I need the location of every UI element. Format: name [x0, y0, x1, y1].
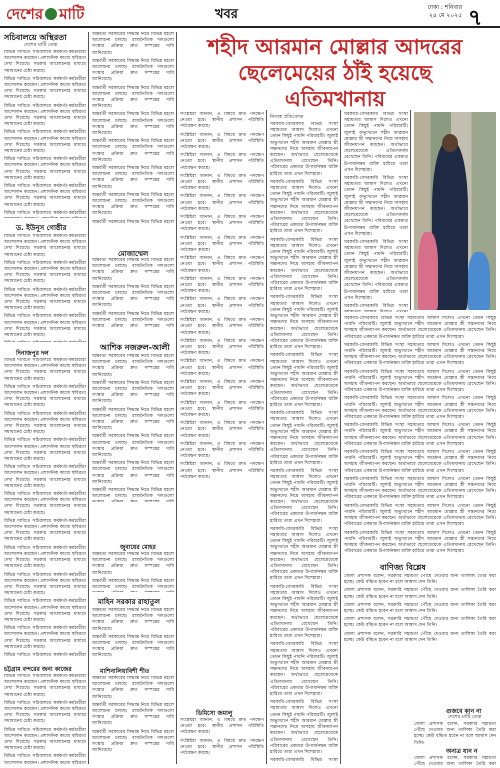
article-text [4, 341, 86, 342]
col2-author-2: আশিক নজরুল-আলী [100, 343, 170, 352]
section-title: খবর [215, 7, 238, 22]
newspaper-logo [6, 3, 84, 28]
right-headline-3: অন্যত্র যান ন [446, 748, 478, 755]
lead-headline [178, 34, 492, 112]
article-text: বিভিন্ন দাবিতে সচিবালয়ে কর্মকর্তা-কর্মচারীরা আন্দোলন করছেন। প্রশাসনিক কাজে স্থবিরতা দেখা দিয়েছে। সরকার আলোচনার মাধ্যমে সমাধানের চেষ্টা করছে। [4, 438, 86, 463]
lead-body-col-3 [344, 316, 496, 556]
photo-man-head [442, 134, 458, 152]
col2-headline-bottom: মাশিনালিয়াবিশী শীত [100, 668, 150, 675]
date-line-2: ২৪ মে ২০২৫ [429, 12, 462, 19]
column-divider [266, 110, 267, 764]
lead-body-text: সরকারি-বেসরকারি বিভিন্ন সংস্থা সহায়তার আশ্বাস দিলেও এখনো তেমন কিছুই পায়নি পরিবারটি। জুলাই অভ্যুত্থানে শহীদ আরমান মোল্লার স্ত্রী সন্তানদের নিয়ে অসহায় জীবনযাপন করছেন। অর্থাভাবে ছেলেমেয়েকে এতিমখানায় রেখেছেন তিনি। পরিবারের একমাত্র উপার্জনক্ষম ব্যক্তি হারিয়ে তারা এখন দিশেহারা। [344, 503, 496, 528]
lead-headline-line-3: এতিমখানায় [284, 87, 386, 111]
article-text: সংশ্লিষ্টরা জানান, এ বিষয়ে দ্রুত পদক্ষেপ নেওয়া হবে। স্থানীয় প্রশাসন পরিস্থিতি পর্যবেক্ষণ করছে। [180, 153, 264, 171]
article-text: অন্তর্বর্তী সরকারের সিদ্ধান্ত নিয়ে বিভিন্ন মহলে আলোচনা চলছে। রাজনৈতিক দলগুলো সংস্কার প্রক্রিয়া দ্রুত সম্পন্নের দাবি জানিয়েছে। [92, 676, 174, 700]
lead-body-text: সরকারি-বেসরকারি বিভিন্ন সংস্থা সহায়তার আশ্বাস দিলেও এখনো তেমন কিছুই পায়নি পরিবারটি। জুলাই অভ্যুত্থানে শহীদ আরমান মোল্লার স্ত্রী সন্তানদের নিয়ে অসহায় জীবনযাপন করছেন। অর্থাভাবে ছেলেমেয়েকে এতিমখানায় রেখেছেন তিনি। পরিবারের একমাত্র উপার্জনক্ষম ব্যক্তি হারিয়ে তারা এখন দিশেহারা। [270, 642, 338, 698]
lead-body-col-2 [344, 112, 408, 312]
article-text: অন্তর্বর্তী সরকারের সিদ্ধান্ত নিয়ে বিভিন্ন মহলে আলোচনা চলছে। রাজনৈতিক দলগুলো সংস্কার প্রক্রিয়া দ্রুত সম্পন্নের দাবি জানিয়েছে। [92, 192, 174, 217]
article-text: সংশ্লিষ্টরা জানান, এ বিষয়ে দ্রুত পদক্ষেপ নেওয়া হবে। স্থানীয় প্রশাসন পরিস্থিতি পর্যবেক্ষণ করছে। [180, 379, 264, 398]
article-text: জেলা প্রশাসক বলেন, সরকারি সহায়তা পৌঁছে দেওয়ার জন্য তালিকা তৈরি করা [414, 756, 496, 766]
article-text: সংশ্লিষ্টরা জানান, এ বিষয়ে দ্রুত পদক্ষেপ নেওয়া হবে। স্থানীয় প্রশাসন পরিস্থিতি পর্যবেক্ষণ করছে। [180, 462, 264, 480]
article-text: অন্তর্বর্তী সরকারের সিদ্ধান্ত নিয়ে বিভিন্ন মহলে আলোচনা চলছে। রাজনৈতিক দলগুলো সংস্কার প্রক্রিয়া দ্রুত সম্পন্নের দাবি জানিয়েছে। [92, 354, 174, 378]
article-text: বিভিন্ন দাবিতে সচিবালয়ে কর্মকর্তা-কর্মচারীরা আন্দোলন করছেন। প্রশাসনিক কাজে স্থবিরতা দেখা দিয়েছে। সরকার আলোচনার মাধ্যমে সমাধানের চেষ্টা করছে। [4, 572, 86, 597]
article-text: সংশ্লিষ্টরা জানান, এ বিষয়ে দ্রুত পদক্ষেপ নেওয়া হবে। স্থানীয় প্রশাসন পরিস্থিতি পর্যবেক্ষণ করছে। [180, 359, 264, 377]
lead-body-text: সরকারি-বেসরকারি বিভিন্ন সংস্থা সহায়তার আশ্বাস দিলেও এখনো তেমন কিছুই পায়নি পরিবারটি। জুলাই অভ্যুত্থানে শহীদ আরমান মোল্লার স্ত্রী সন্তানদের নিয়ে অসহায় জীবনযাপন করছেন। অর্থাভাবে ছেলেমেয়েকে এতিমখানায় রেখেছেন তিনি। পরিবারের একমাত্র উপার্জনক্ষম ব্যক্তি হারিয়ে তারা এখন দিশেহারা। [344, 342, 496, 367]
lead-body-text: সরকারি-বেসরকারি বিভিন্ন সংস্থা সহায়তার আশ্বাস দিলেও এখনো তেমন কিছুই পায়নি পরিবারটি। জুলাই অভ্যুত্থানে শহীদ আরমান মোল্লার স্ত্রী সন্তানদের নিয়ে অসহায় জীবনযাপন করছেন। অর্থাভাবে ছেলেমেয়েকে এতিমখানায় রেখেছেন তিনি। পরিবারের একমাত্র উপার্জনক্ষম ব্যক্তি হারিয়ে তারা এখন দিশেহারা। [344, 112, 408, 173]
article-text: বিভিন্ন দাবিতে সচিবালয়ে কর্মকর্তা-কর্মচারীরা আন্দোলন করছেন। প্রশাসনিক কাজে স্থবিরতা দেখা দিয়েছে। সরকার আলোচনার মাধ্যমে সমাধানের চেষ্টা করছে। [4, 545, 86, 570]
col3-story-body [180, 112, 264, 632]
article-text: অন্তর্বর্তী সরকারের সিদ্ধান্ত নিয়ে বিভিন্ন মহলে আলোচনা চলছে। রাজনৈতিক দলগুলো সংস্কার প্রক্রিয়া দ্রুত সম্পন্নের দাবি জানিয়েছে। [92, 407, 174, 432]
article-text: অন্তর্বর্তী সরকারের সিদ্ধান্ত নিয়ে বিভিন্ন মহলে আলোচনা চলছে। রাজনৈতিক দলগুলো সংস্কার প্রক্রিয়া দ্রুত সম্পন্নের দাবি জানিয়েছে। [92, 284, 174, 309]
lead-body-text: সরকারি-বেসরকারি বিভিন্ন সংস্থা সহায়তার আশ্বাস দিলেও এখনো তেমন কিছুই পায়নি পরিবারটি। জুলাই অভ্যুত্থানে শহীদ আরমান মোল্লার স্ত্রী সন্তানদের নিয়ে অসহায় জীবনযাপন করছেন। অর্থাভাবে ছেলেমেয়েকে এতিমখানায় রেখেছেন তিনি। পরিবারের একমাত্র উপার্জনক্ষম ব্যক্তি হারিয়ে তারা এখন দিশেহারা। [344, 369, 496, 394]
right-story-2-body [414, 722, 496, 744]
article-text: বিভিন্ন দাবিতে সচিবালয়ে কর্মকর্তা-কর্মচারীরা আন্দোলন করছেন। প্রশাসনিক কাজে স্থবিরতা দেখা দিয়েছে। সরকার আলোচনার মাধ্যমে সমাধানের চেষ্টা করছে। [4, 674, 86, 698]
lead-body-col-1 [270, 122, 338, 762]
article-text: অন্তর্বর্তী সরকারের সিদ্ধান্ত নিয়ে বিভিন্ন মহলে আলোচনা চলছে। রাজনৈতিক দলগুলো সংস্কার প্রক্রিয়া দ্রুত সম্পন্নের দাবি জানিয়েছে। [92, 32, 174, 56]
article-text: অন্তর্বর্তী সরকারের সিদ্ধান্ত নিয়ে বিভিন্ন মহলে আলোচনা চলছে। রাজনৈতিক দলগুলো সংস্কার প্রক্রিয়া দ্রুত সম্পন্নের দাবি জানিয়েছে। [92, 608, 174, 632]
article-text: সংশ্লিষ্টরা জানান, এ বিষয়ে দ্রুত পদক্ষেপ নেওয়া হবে। স্থানীয় প্রশাসন পরিস্থিতি পর্যবেক্ষণ করছে। [180, 318, 264, 336]
article-text: অন্তর্বর্তী সরকারের সিদ্ধান্ত নিয়ে বিভিন্ন মহলে আলোচনা চলছে। রাজনৈতিক দলগুলো [92, 488, 174, 500]
lead-headline-line-1: শহীদ আরমান মোল্লার আদরের [207, 35, 463, 59]
article-text: অন্তর্বর্তী সরকারের সিদ্ধান্ত নিয়ে বিভিন্ন মহলে আলোচনা চলছে। রাজনৈতিক দলগুলো সংস্কার প্রক্রিয়া দ্রুত সম্পন্নের দাবি জানিয়েছে। [92, 702, 174, 727]
article-text: সংশ্লিষ্টরা জানান, এ বিষয়ে দ্রুত পদক্ষেপ নেওয়া হবে। স্থানীয় প্রশাসন পরিস্থিতি পর্যবেক্ষণ করছে। [180, 297, 264, 315]
article-text: বিভিন্ন দাবিতে সচিবালয়ে কর্মকর্তা-কর্মচারীরা আন্দোলন করছেন। প্রশাসনিক কাজে স্থবিরতা দেখা দিয়েছে। সরকার আলোচনার মাধ্যমে সমাধানের চেষ্টা করছে। [4, 287, 86, 312]
article-text: বিভিন্ন দাবিতে সচিবালয়ে কর্মকর্তা-কর্মচারীরা আন্দোলন করছেন। প্রশাসনিক কাজে স্থবিরতা দেখা দিয়েছে। সরকার আলোচনার মাধ্যমে সমাধানের চেষ্টা করছে। [4, 465, 86, 489]
article-text: বিভিন্ন দাবিতে সচিবালয়ে কর্মকর্তা-কর্মচারীরা আন্দোলন করছেন। প্রশাসনিক কাজে স্থবিরতা দেখা দিয়েছে। সরকার আলোচনার মাধ্যমে সমাধানের চেষ্টা করছে। [4, 234, 86, 258]
lead-body-text: সরকারি-বেসরকারি বিভিন্ন সংস্থা সহায়তার আশ্বাস দিলেও এখনো তেমন কিছুই পায়নি পরিবারটি। জুলাই অভ্যুত্থানে শহীদ আরমান মোল্লার স্ত্রী সন্তানদের নিয়ে অসহায় জীবনযাপন করছেন। অর্থাভাবে ছেলেমেয়েকে এতিমখানায় রেখেছেন তিনি। পরিবারের একমাত্র উপার্জনক্ষম ব্যক্তি হারিয়ে তারা এখন দিশেহারা। [270, 237, 338, 293]
col2-story-3-body [92, 354, 174, 502]
article-text: অন্তর্বর্তী সরকারের সিদ্ধান্ত নিয়ে বিভিন্ন মহলে আলোচনা চলছে। রাজনৈতিক দলগুলো সংস্কার প্রক্রিয়া দ্রুত সম্পন্নের দাবি জানিয়েছে। [92, 112, 174, 137]
lead-body-text: সরকারি-বেসরকারি বিভিন্ন সংস্থা সহায়তার আশ্বাস দিলেও এখনো তেমন কিছুই পায়নি পরিবারটি। জুলাই অভ্যুত্থানে শহীদ আরমান মোল্লার স্ত্রী সন্তানদের নিয়ে অসহায় জীবনযাপন করছেন। অর্থাভাবে ছেলেমেয়েকে এতিমখানায় রেখেছেন তিনি। পরিবারের একমাত্র উপার্জনক্ষম ব্যক্তি হারিয়ে তারা এখন দিশেহারা। [344, 316, 496, 340]
article-text: বিভিন্ন দাবিতে সচিবালয়ে কর্মকর্তা-কর্মচারীরা আন্দোলন করছেন। প্রশাসনিক কাজে স্থবিরতা দেখা দিয়েছে। সরকার আলোচনার মাধ্যমে সমাধানের চেষ্টা করছে। [4, 492, 86, 516]
col2-story-2-body [92, 258, 174, 328]
left-story-1-body [4, 50, 86, 218]
article-text: অন্তর্বর্তী সরকারের সিদ্ধান্ত নিয়ে বিভিন্ন মহলে আলোচনা চলছে। রাজনৈতিক দলগুলো [92, 578, 174, 591]
article-text: বিভিন্ন দাবিতে সচিবালয়ে কর্মকর্তা-কর্মচারীরা আন্দোলন করছেন। প্রশাসনিক কাজে স্থবিরতা দেখা দিয়েছে। সরকার আলোচনার মাধ্যমে সমাধানের চেষ্টা করছে। [4, 727, 86, 752]
article-text: জেলা প্রশাসক বলেন, সরকারি সহায়তা পৌঁছে দেওয়ার জন্য তালিকা তৈরি করা হচ্ছে। কেউ বঞ্চিত হবেন না বলে আশ্বাস দেন তিনি। [344, 631, 496, 643]
col2-story-5-body [92, 608, 174, 660]
article-text: সংশ্লিষ্টরা জানান, এ বিষয়ে দ্রুত পদক্ষেপ নেওয়া হবে। স্থানীয় প্রশাসন পরিস্থিতি পর্যবেক্ষণ করছে। [180, 256, 264, 274]
right-byline-2: দেশের মাটি ডেস্ক [448, 714, 482, 720]
lead-body-text: সরকারি-বেসরকারি বিভিন্ন সংস্থা সহায়তার আশ্বাস দিলেও এখনো তেমন কিছুই পায়নি পরিবারটি। জুলাই অভ্যুত্থানে শহীদ আরমান মোল্লার স্ত্রী সন্তানদের নিয়ে অসহায় জীবনযাপন করছেন। অর্থাভাবে ছেলেমেয়েকে এতিমখানায় রেখেছেন তিনি। পরিবারের একমাত্র উপার্জনক্ষম ব্যক্তি হারিয়ে তারা এখন দিশেহারা। [270, 122, 338, 177]
lead-body-text: সরকারি-বেসরকারি বিভিন্ন সংস্থা সহায়তার আশ্বাস দিলেও এখনো তেমন কিছুই পায়নি পরিবারটি। জুলাই অভ্যুত্থানে শহীদ আরমান মোল্লার স্ত্রী সন্তানদের নিয়ে অসহায় জীবনযাপন করছেন। অর্থাভাবে ছেলেমেয়েকে এতিমখানায় রেখেছেন তিনি। পরিবারের একমাত্র উপার্জনক্ষম ব্যক্তি হারিয়ে তারা এখন দিশেহারা। [270, 700, 338, 755]
photo-boy-figure [468, 252, 490, 310]
column-divider [88, 32, 89, 764]
lead-body-text: সরকারি-বেসরকারি বিভিন্ন সংস্থা সহায়তার আশ্বাস দিলেও এখনো তেমন কিছুই পায়নি পরিবারটি। জুলাই অভ্যুত্থানে শহীদ আরমান মোল্লার স্ত্রী সন্তানদের নিয়ে অসহায় জীবনযাপন করছেন। অর্থাভাবে ছেলেমেয়েকে এতিমখানায় রেখেছেন তিনি। পরিবারের একমাত্র উপার্জনক্ষম ব্যক্তি হারিয়ে তারা এখন দিশেহারা। [344, 450, 496, 474]
lead-body-text: সরকারি-বেসরকারি বিভিন্ন সংস্থা সহায়তার আশ্বাস দিলেও এখনো তেমন কিছুই পায়নি পরিবারটি। জুলাই অভ্যুত্থানে শহীদ আরমান মোল্লার স্ত্রী সন্তানদের নিয়ে অসহায় জীবনযাপন করছেন। অর্থাভাবে ছেলেমেয়েকে এতিমখানায় রেখেছেন তিনি। পরিবারের একমাত্র উপার্জনক্ষম ব্যক্তি হারিয়ে তারা এখন দিশেহারা। [344, 240, 408, 301]
lead-body-text: সরকারি-বেসরকারি বিভিন্ন সংস্থা সহায়তার আশ্বাস দিলেও এখনো তেমন কিছুই পায়নি পরিবারটি। জুলাই অভ্যুত্থানে শহীদ আরমান মোল্লার স্ত্রী সন্তানদের নিয়ে অসহায় জীবনযাপন করছেন। অর্থাভাবে ছেলেমেয়েকে এতিমখানায় রেখেছেন তিনি। পরিবারের একমাত্র উপার্জনক্ষম ব্যক্তি হারিয়ে তারা এখন দিশেহারা। [344, 530, 496, 555]
lead-body-text: সরকারি-বেসরকারি বিভিন্ন সংস্থা সহায়তার আশ্বাস দিলেও এখনো তেমন কিছুই পায়নি পরিবারটি। জুলাই অভ্যুত্থানে শহীদ আরমান মোল্লার স্ত্রী সন্তানদের নিয়ে অসহায় জীবনযাপন করছেন। অর্থাভাবে ছেলেমেয়েকে এতিমখানায় রেখেছেন তিনি। পরিবারের একমাত্র উপার্জনক্ষম ব্যক্তি হারিয়ে তারা এখন দিশেহারা। [270, 526, 338, 582]
article-text: বিভিন্ন দাবিতে সচিবালয়ে কর্মকর্তা-কর্মচারীরা আন্দোলন করছেন। প্রশাসনিক কাজে স্থবিরতা দেখা দিয়েছে। সরকার আলোচনার মাধ্যমে সমাধানের চেষ্টা করছে। [4, 50, 86, 74]
article-text: সংশ্লিষ্টরা জানান, এ বিষয়ে দ্রুত পদক্ষেপ নেওয়া হবে। স্থানীয় প্রশাসন পরিস্থিতি পর্যবেক্ষণ করছে। [180, 338, 264, 357]
column-divider [340, 110, 341, 764]
right-headline-2: গুজবে কান না [446, 708, 482, 715]
article-text: বিভিন্ন দাবিতে সচিবালয়ে কর্মকর্তা-কর্মচারীরা আন্দোলন করছেন। প্রশাসনিক কাজে স্থবিরতা দেখা দিয়েছে। সরকার আলোচনার মাধ্যমে সমাধানের চেষ্টা করছে। [4, 700, 86, 725]
article-text: অন্তর্বর্তী সরকারের সিদ্ধান্ত নিয়ে বিভিন্ন মহলে আলোচনা চলছে। রাজনৈতিক দলগুলো সংস্কার প্রক্রিয়া দ্রুত সম্পন্নের দাবি জানিয়েছে। [92, 166, 174, 190]
photo-girl-figure [418, 232, 438, 310]
article-text: অন্তর্বর্তী সরকারের সিদ্ধান্ত নিয়ে বিভিন্ন মহলে আলোচনা চলছে। রাজনৈতিক দলগুলো সংস্কার প্রক্রিয়া দ্রুত সম্পন্নের দাবি জানিয়েছে। [92, 258, 174, 282]
col2-author-3: জুবায়ের মোহর [120, 544, 156, 551]
article-text: সংশ্লিষ্টরা জানান, এ বিষয়ে দ্রুত পদক্ষেপ নেওয়া হবে। স্থানীয় প্রশাসন পরিস্থিতি পর্যবেক্ষণ করছে। [180, 276, 264, 295]
lead-headline-line-2: ছেলেমেয়ের ঠাঁই হয়েছে [238, 61, 432, 85]
right-story-1-body [344, 574, 496, 704]
lead-body-text: সরকারি-বেসরকারি বিভিন্ন সংস্থা সহায়তার আশ্বাস দিলেও এখনো তেমন কিছুই পায়নি পরিবারটি। জুলাই অভ্যুত্থানে শহীদ আরমান মোল্লার স্ত্রী সন্তানদের নিয়ে অসহায় জীবনযাপন করছেন। অর্থাভাবে ছেলেমেয়েকে এতিমখানায় রেখেছেন তিনি। পরিবারের একমাত্র উপার্জনক্ষম ব্যক্তি হারিয়ে তারা এখন দিশেহারা। [344, 396, 496, 421]
col2-story-4-body [92, 552, 174, 592]
logo-circle-icon [45, 8, 57, 20]
article-text: জেলা প্রশাসক বলেন, সরকারি সহায়তা পৌঁছে দেওয়ার জন্য তালিকা তৈরি করা হচ্ছে। কেউ বঞ্চিত হবেন না বলে আশ্বাস দেন তিনি। [344, 602, 496, 615]
right-headline-1: বাণিজ্য বিশ্লেষ [380, 563, 426, 572]
issue-date [382, 4, 462, 20]
article-text: জেলা প্রশাসক বলেন, সরকারি সহায়তা পৌঁছে দেওয়ার জন্য তালিকা তৈরি করা হচ্ছে। কেউ বঞ্চিত হবেন না বলে আশ্বাস দেন তিনি। [344, 617, 496, 629]
article-text: সংশ্লিষ্টরা জানান, এ বিষয়ে দ্রুত পদক্ষেপ নেওয়া হবে। স্থানীয় প্রশাসন পরিস্থিতি পর্যবেক্ষণ করছে। [180, 215, 264, 233]
article-text: বিভিন্ন দাবিতে সচিবালয়ে কর্মকর্তা-কর্মচারীরা আন্দোলন করছেন। প্রশাসনিক কাজে স্থবিরতা দেখা দিয়েছে। সরকার আলোচনার মাধ্যমে সমাধানের চেষ্টা করছে। [4, 358, 86, 382]
lead-body-text: সরকারি-বেসরকারি বিভিন্ন সংস্থা সহায়তার আশ্বাস দিলেও এখনো তেমন কিছুই পায়নি পরিবারটি। জুলাই অভ্যুত্থানে শহীদ আরমান মোল্লার স্ত্রী সন্তানদের নিয়ে অসহায় জীবনযাপন করছেন। অর্থাভাবে ছেলেমেয়েকে এতিমখানায় রেখেছেন তিনি। পরিবারের একমাত্র উপার্জনক্ষম ব্যক্তি হারিয়ে তারা এখন দিশেহারা। [270, 295, 338, 351]
article-text: অন্তর্বর্তী সরকারের সিদ্ধান্ত নিয়ে বিভিন্ন মহলে [92, 219, 174, 224]
article-text: অন্তর্বর্তী সরকারের সিদ্ধান্ত নিয়ে বিভিন্ন মহলে আলোচনা চলছে। রাজনৈতিক দলগুলো সংস্কার প্রক্রিয়া দ্রুত সম্পন্নের দাবি জানিয়েছে। [92, 58, 174, 83]
logo-right-text: মাটি [59, 5, 85, 23]
article-text: জেলা প্রশাসক বলেন, সরকারি সহায়তা পৌঁছে দেওয়ার জন্য তালিকা তৈরি করা হচ্ছে। কেউ বঞ্চিত হবেন না বলে আশ্বাস দেন তিনি। [344, 574, 496, 586]
col2-author-1: মোজাম্মেল [118, 250, 149, 258]
article-text: বিভিন্ন দাবিতে সচিবালয়ে কর্মকর্তা-কর্মচারীরা আন্দোলন করছেন। প্রশাসনিক কাজে স্থবিরতা দেখা দিয়েছে। সরকার আলোচনার মাধ্যমে সমাধানের চেষ্টা করছে। [4, 184, 86, 208]
article-text: অন্তর্বর্তী সরকারের সিদ্ধান্ত নিয়ে বিভিন্ন মহলে আলোচনা চলছে। রাজনৈতিক দলগুলো সংস্কার প্রক্রিয়া দ্রুত সম্পন্নের দাবি জানিয়েছে। [92, 434, 174, 459]
col2-author-4: মাহিন সরকার রাহাতুল [98, 598, 160, 606]
masthead [0, 0, 500, 31]
article-text: অন্তর্বর্তী সরকারের সিদ্ধান্ত নিয়ে বিভিন্ন মহলে আলোচনা চলছে। রাজনৈতিক দলগুলো সংস্কার প্রক্রিয়া দ্রুত সম্পন্নের দাবি জানিয়েছে। [92, 380, 174, 405]
left-author-2: দিনাজপুর দল [16, 350, 49, 357]
lead-byline: নিজস্ব প্রতিবেদক [270, 114, 304, 120]
left-headline-1: সচিবালয়ে অস্থিরতা [4, 33, 67, 42]
lead-body-text: সরকারি-বেসরকারি বিভিন্ন সংস্থা সহায়তার আশ্বাস দিলেও এখনো তেমন কিছুই পায়নি পরিবারটি। জুলাই অভ্যুত্থানে শহীদ আরমান মোল্লার স্ত্রী সন্তানদের নিয়ে অসহায় জীবনযাপন করছেন। অর্থাভাবে ছেলেমেয়েকে এতিমখানায় রেখেছেন তিনি। পরিবারের একমাত্র উপার্জনক্ষম ব্যক্তি হারিয়ে তারা এখন দিশেহারা। [344, 423, 496, 447]
article-text: জেলা প্রশাসক বলেন, সরকারি সহায়তা পৌঁছে দেওয়ার জন্য তালিকা তৈরি করা হচ্ছে। কেউ বঞ্চিত হবেন না বলে আশ্বাস দেন তিনি। [344, 588, 496, 600]
article-text: বিভিন্ন দাবিতে সচিবালয়ে কর্মকর্তা-কর্মচারীরা আন্দোলন করছেন। প্রশাসনিক কাজে স্থবিরতা দেখা দিয়েছে। সরকার আলোচনার মাধ্যমে সমাধানের চেষ্টা করছে। [4, 314, 86, 339]
left-byline-1: দেশের মাটি ডেস্ক [24, 42, 58, 48]
article-text: বিভিন্ন দাবিতে সচিবালয়ে কর্মকর্তা-কর্মচারীরা [4, 652, 86, 658]
article-text: বিভিন্ন দাবিতে সচিবালয়ে কর্মকর্তা-কর্মচারীরা আন্দোলন করছেন। প্রশাসনিক কাজে স্থবিরতা দেখা দিয়েছে। সরকার আলোচনার মাধ্যমে সমাধানের চেষ্টা করছে। [4, 103, 86, 128]
lead-body-text: সরকারি-বেসরকারি বিভিন্ন সংস্থা [270, 758, 338, 762]
article-text: বিভিন্ন দাবিতে সচিবালয়ে কর্মকর্তা-কর্মচারীরা আন্দোলন করছেন। প্রশাসনিক কাজে স্থবিরতা [4, 754, 86, 764]
article-text: সংশ্লিষ্টরা জানান, এ বিষয়ে দ্রুত পদক্ষেপ নেওয়া হবে। স্থানীয় প্রশাসন পরিস্থিতি পর্যবেক্ষণ করছে। [180, 738, 264, 757]
lead-body-text: সরকারি-বেসরকারি বিভিন্ন সংস্থা সহায়তার আশ্বাস দিলেও এখনো তেমন কিছুই পায়নি পরিবারটি। জুলাই অভ্যুত্থানে শহীদ আরমান মোল্লার স্ত্রী সন্তানদের নিয়ে অসহায় জীবনযাপন করছেন। অর্থাভাবে ছেলেমেয়েকে এতিমখানায় রেখেছেন তিনি। পরিবারের একমাত্র উপার্জনক্ষম ব্যক্তি হারিয়ে তারা এখন দিশেহারা। [270, 179, 338, 235]
article-text: বিভিন্ন দাবিতে সচিবালয়ে কর্মকর্তা-কর্মচারীরা আন্দোলন করছেন। প্রশাসনিক কাজে স্থবিরতা দেখা দিয়েছে। সরকার আলোচনার মাধ্যমে সমাধানের চেষ্টা করছে। [4, 76, 86, 101]
lead-body-text: সরকারি-বেসরকারি বিভিন্ন সংস্থা সহায়তার আশ্বাস দিলেও এখনো তেমন কিছুই পায়নি পরিবারটি। জুলাই অভ্যুত্থানে শহীদ আরমান মোল্লার স্ত্রী সন্তানদের নিয়ে অসহায় জীবনযাপন করছেন। অর্থাভাবে ছেলেমেয়েকে এতিমখানায় রেখেছেন তিনি। পরিবারের একমাত্র উপার্জনক্ষম ব্যক্তি হারিয়ে তারা এখন দিশেহারা। [270, 353, 338, 408]
col2-story-1-body [92, 32, 174, 224]
article-text: সংশ্লিষ্টরা জানান, এ বিষয়ে দ্রুত পদক্ষেপ নেওয়া হবে। স্থানীয় প্রশাসন পরিস্থিতি পর্যবেক্ষণ করছে। [180, 132, 264, 151]
article-text: বিভিন্ন দাবিতে সচিবালয়ে কর্মকর্তা-কর্মচারীরা আন্দোলন করছেন। প্রশাসনিক কাজে স্থবিরতা দেখা দিয়েছে। সরকার আলোচনার মাধ্যমে সমাধানের চেষ্টা করছে। [4, 130, 86, 155]
article-text: অন্তর্বর্তী সরকারের সিদ্ধান্ত নিয়ে বিভিন্ন মহলে আলোচনা চলছে। রাজনৈতিক দলগুলো সংস্কার প্রক্রিয়া দ্রুত সম্পন্নের দাবি [92, 311, 174, 328]
article-text: বিভিন্ন দাবিতে সচিবালয়ে কর্মকর্তা-কর্মচারীরা আন্দোলন করছেন। প্রশাসনিক কাজে স্থবিরতা দেখা দিয়েছে। সরকার আলোচনার মাধ্যমে সমাধানের চেষ্টা করছে। [4, 157, 86, 181]
article-text: সংশ্লিষ্টরা জানান, এ বিষয়ে দ্রুত পদক্ষেপ নেওয়া হবে। স্থানীয় প্রশাসন পরিস্থিতি পর্যবেক্ষণ করছে। [180, 718, 264, 736]
article-text: সংশ্লিষ্টরা জানান, এ বিষয়ে দ্রুত পদক্ষেপ নেওয়া হবে। স্থানীয় প্রশাসন পরিস্থিতি পর্যবেক্ষণ করছে। [180, 173, 264, 192]
page-number: ৭ [468, 6, 483, 31]
article-text: বিভিন্ন দাবিতে সচিবালয়ে কর্মকর্তা-কর্মচারীরা [4, 210, 86, 216]
lead-body-text: সরকারি-বেসরকারি বিভিন্ন সংস্থা সহায়তার আশ্বাস দিলেও এখনো তেমন কিছুই পায়নি পরিবারটি। জুলাই অভ্যুত্থানে শহীদ আরমান মোল্লার স্ত্রী সন্তানদের নিয়ে অসহায় জীবনযাপন করছেন। অর্থাভাবে ছেলেমেয়েকে এতিমখানায় রেখেছেন তিনি। পরিবারের একমাত্র উপার্জনক্ষম ব্যক্তি হারিয়ে তারা এখন দিশেহারা। [344, 176, 408, 237]
date-line-1: ঢাকা : শনিবার [427, 4, 462, 11]
article-text: বিভিন্ন দাবিতে সচিবালয়ে কর্মকর্তা-কর্মচারীরা আন্দোলন করছেন। প্রশাসনিক কাজে স্থবিরতা দেখা দিয়েছে। সরকার আলোচনার মাধ্যমে সমাধানের চেষ্টা করছে। [4, 518, 86, 543]
article-text: সংশ্লিষ্টরা জানান, এ বিষয়ে দ্রুত পদক্ষেপ নেওয়া হবে। স্থানীয় প্রশাসন পরিস্থিতি পর্যবেক্ষণ করছে। [180, 421, 264, 439]
article-text: অন্তর্বর্তী সরকারের সিদ্ধান্ত নিয়ে বিভিন্ন মহলে আলোচনা চলছে। রাজনৈতিক দলগুলো সংস্কার প্রক্রিয়া দ্রুত সম্পন্নের দাবি জানিয়েছে। [92, 139, 174, 163]
logo-left-text: দেশের [6, 5, 44, 23]
right-story-3-body [414, 756, 496, 766]
article-text: সংশ্লিষ্টরা জানান, এ বিষয়ে দ্রুত পদক্ষেপ নেওয়া হবে। স্থানীয় প্রশাসন পরিস্থিতি পর্যবেক্ষণ করছে। [180, 194, 264, 212]
article-text: বিভিন্ন দাবিতে সচিবালয়ে কর্মকর্তা-কর্মচারীরা আন্দোলন করছেন। প্রশাসনিক কাজে স্থবিরতা দেখা দিয়েছে। সরকার আলোচনার মাধ্যমে সমাধানের চেষ্টা করছে। [4, 411, 86, 436]
col2-story-6-body [92, 676, 174, 764]
left-story-3-body [4, 358, 86, 658]
article-text: বিভিন্ন দাবিতে সচিবালয়ে কর্মকর্তা-কর্মচারীরা আন্দোলন করছেন। প্রশাসনিক কাজে স্থবিরতা দেখা দিয়েছে। সরকার আলোচনার মাধ্যমে সমাধানের চেষ্টা করছে। [4, 260, 86, 285]
lead-body-text: সরকারি-বেসরকারি বিভিন্ন সংস্থা সহায়তার আশ্বাস দিলেও এখনো তেমন কিছুই পায়নি পরিবারটি। জুলাই অভ্যুত্থানে শহীদ আরমান মোল্লার স্ত্রী সন্তানদের নিয়ে অসহায় জীবনযাপন করছেন। অর্থাভাবে ছেলেমেয়েকে এতিমখানায় রেখেছেন তিনি। পরিবারের একমাত্র উপার্জনক্ষম ব্যক্তি হারিয়ে তারা এখন দিশেহারা। [270, 468, 338, 524]
article-text: অন্তর্বর্তী সরকারের সিদ্ধান্ত নিয়ে বিভিন্ন মহলে আলোচনা চলছে। রাজনৈতিক দলগুলো সংস্কার প্রক্রিয়া দ্রুত সম্পন্নের দাবি জানিয়েছে। [92, 634, 174, 659]
article-text: অন্তর্বর্তী সরকারের সিদ্ধান্ত নিয়ে বিভিন্ন মহলে আলোচনা চলছে। রাজনৈতিক দলগুলো সংস্কার প্রক্রিয়া দ্রুত সম্পন্নের দাবি জানিয়েছে। [92, 552, 174, 576]
article-text: সংশ্লিষ্টরা জানান, এ বিষয়ে দ্রুত পদক্ষেপ নেওয়া হবে। স্থানীয় প্রশাসন পরিস্থিতি পর্যবেক্ষণ করছে। [180, 235, 264, 254]
article-text: সংশ্লিষ্টরা জানান, এ বিষয়ে দ্রুত পদক্ষেপ নেওয়া হবে। স্থানীয় প্রশাসন পরিস্থিতি পর্যবেক্ষণ করছে। [180, 112, 264, 130]
lead-body-text: সরকারি-বেসরকারি বিভিন্ন সংস্থা সহায়তার আশ্বাস দিলেও এখনো তেমন কিছুই পায়নি পরিবারটি। জুলাই অভ্যুত্থানে শহীদ আরমান মোল্লার স্ত্রী সন্তানদের নিয়ে অসহায় জীবনযাপন করছেন। অর্থাভাবে ছেলেমেয়েকে এতিমখানায় রেখেছেন তিনি। পরিবারের একমাত্র উপার্জনক্ষম ব্যক্তি হারিয়ে তারা এখন দিশেহারা। [344, 476, 496, 501]
article-text: বিভিন্ন দাবিতে সচিবালয়ে কর্মকর্তা-কর্মচারীরা আন্দোলন করছেন। প্রশাসনিক কাজে স্থবিরতা দেখা দিয়েছে। সরকার আলোচনার মাধ্যমে সমাধানের চেষ্টা করছে। [4, 599, 86, 623]
left-story-2-body [4, 234, 86, 342]
article-text: সংশ্লিষ্টরা জানান, এ বিষয়ে দ্রুত পদক্ষেপ নেওয়া হবে। স্থানীয় প্রশাসন পরিস্থিতি পর্যবেক্ষণ করছে। [180, 441, 264, 460]
col3-author: ডিমিসো জমালু [196, 710, 233, 717]
lead-body-text: সরকারি-বেসরকারি বিভিন্ন সংস্থা [344, 304, 408, 310]
lead-photo-family [414, 112, 496, 310]
col3-story-2-body [180, 718, 264, 764]
article-text: জেলা প্রশাসক বলেন, সরকারি সহায়তা পৌঁছে দেওয়ার জন্য তালিকা তৈরি করা হচ্ছে। কেউ বঞ্চিত হবেন না বলে আশ্বাস দেন তিনি। [414, 722, 496, 744]
article-text: বিভিন্ন দাবিতে সচিবালয়ে কর্মকর্তা-কর্মচারীরা আন্দোলন করছেন। প্রশাসনিক কাজে স্থবিরতা দেখা দিয়েছে। সরকার আলোচনার মাধ্যমে সমাধানের চেষ্টা করছে। [4, 384, 86, 409]
article-text: সংশ্লিষ্টরা জানান, এ বিষয়ে দ্রুত পদক্ষেপ নেওয়া হবে। স্থানীয় প্রশাসন পরিস্থিতি পর্যবেক্ষণ করছে। [180, 400, 264, 418]
left-headline-2: চট্টগ্রাম বন্দরের জন্য কাজের [4, 666, 72, 673]
column-divider [410, 110, 411, 310]
article-text: অন্তর্বর্তী সরকারের সিদ্ধান্ত নিয়ে বিভিন্ন মহলে আলোচনা চলছে। রাজনৈতিক দলগুলো সংস্কার প্রক্রিয়া দ্রুত সম্পন্নের দাবি জানিয়েছে। [92, 729, 174, 754]
lead-body-text: সরকারি-বেসরকারি বিভিন্ন সংস্থা সহায়তার আশ্বাস দিলেও এখনো তেমন কিছুই পায়নি পরিবারটি। জুলাই অভ্যুত্থানে শহীদ আরমান মোল্লার স্ত্রী সন্তানদের নিয়ে অসহায় জীবনযাপন করছেন। অর্থাভাবে ছেলেমেয়েকে এতিমখানায় রেখেছেন তিনি। পরিবারের একমাত্র উপার্জনক্ষম ব্যক্তি হারিয়ে তারা এখন দিশেহারা। [270, 584, 338, 640]
left-author-1: ড. ইউনূস গোষ্ঠীর [16, 224, 67, 232]
column-divider [176, 32, 177, 764]
article-text: অন্তর্বর্তী সরকারের সিদ্ধান্ত নিয়ে বিভিন্ন মহলে আলোচনা চলছে। রাজনৈতিক দলগুলো সংস্কার প্রক্রিয়া দ্রুত সম্পন্নের দাবি জানিয়েছে। [92, 461, 174, 485]
left-story-4-body [4, 674, 86, 764]
article-text: বিভিন্ন দাবিতে সচিবালয়ে কর্মকর্তা-কর্মচারীরা আন্দোলন করছেন। প্রশাসনিক কাজে স্থবিরতা দেখা দিয়েছে। সরকার আলোচনার মাধ্যমে সমাধানের চেষ্টা করছে। [4, 626, 86, 650]
article-text: অন্তর্বর্তী সরকারের সিদ্ধান্ত নিয়ে বিভিন্ন মহলে আলোচনা চলছে। রাজনৈতিক দলগুলো সংস্কার প্রক্রিয়া দ্রুত সম্পন্নের দাবি জানিয়েছে। [92, 85, 174, 110]
lead-body-text: সরকারি-বেসরকারি বিভিন্ন সংস্থা সহায়তার আশ্বাস দিলেও এখনো তেমন কিছুই পায়নি পরিবারটি। জুলাই অভ্যুত্থানে শহীদ আরমান মোল্লার স্ত্রী সন্তানদের নিয়ে অসহায় জীবনযাপন করছেন। অর্থাভাবে ছেলেমেয়েকে এতিমখানায় রেখেছেন তিনি। পরিবারের একমাত্র উপার্জনক্ষম ব্যক্তি হারিয়ে তারা এখন দিশেহারা। [270, 411, 338, 466]
